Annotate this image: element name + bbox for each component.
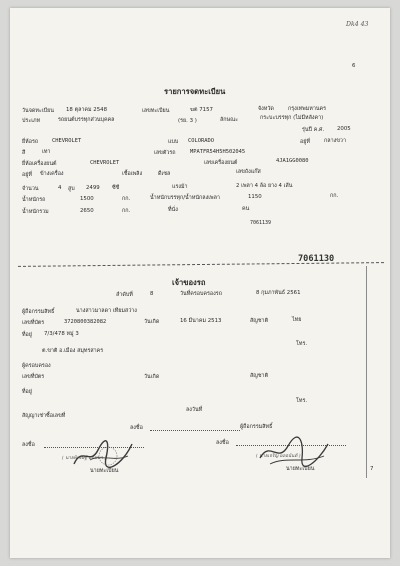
birth-date2-label: วันเกิด [144,374,160,380]
total-weight-unit: กก. [122,208,131,214]
reg-date-label: วันจดทะเบียน [22,108,54,114]
engine-brand-value: CHEVROLET [90,160,120,166]
officer-right-signature-icon [254,434,334,470]
position-value: กลางขวา [324,138,346,144]
style-label: ลักษณะ [220,117,239,123]
type-value: รถยนต์บรรทุกส่วนบุคคล [58,117,115,123]
engine-brand-label: ยี่ห้อเครื่องยนต์ [22,161,57,167]
horsepower-label: แรงม้า [172,184,188,190]
address-label: ที่อยู่ [22,332,32,338]
officer-left-name: ( นายพิเชษฐ์ อดทนา ) [62,456,107,461]
address-line2: ต.ขาติ อ.เมือง สมุทรสาคร [42,348,104,354]
total-weight-value: 2650 [80,208,94,214]
reg-no-value: ฆต 7157 [190,107,213,113]
officer-right-title: นายทะเบียน [286,466,315,472]
possession-date-value: 8 กุมภาพันธ์ 2561 [256,290,301,296]
sequence-value: 8 [150,291,154,297]
nationality2-label: สัญชาติ [250,373,269,379]
birth-date-value: 16 มีนาคม 2513 [180,318,222,324]
load-label: น้ำหนักบรรทุก/น้ำหนักลงเพลา [150,195,220,201]
load-value: 1150 [248,194,262,200]
officer-left-sig-label: ลงชื่อ [22,442,35,448]
engine-at-label: อยู่ที่ [22,172,32,178]
nationality-value: ไทย [292,317,302,323]
fuel-label: เชื้อเพลิง [122,171,143,177]
address-value: 7/3/478 หมู่ 3 [44,331,79,337]
style-value: กระบะบรรทุก (ไม่มีหลังคา) [260,115,324,121]
sequence-label: ลำดับที่ [116,292,133,298]
cylinder-value: 4 [58,185,62,191]
footer-number: 7 [370,466,374,472]
officer-right-name: ( นายเจริญ ผลอนันต์ ) [256,454,301,459]
right-margin-line [366,266,367,478]
axle-value: 2 เพลา 4 ล้อ ยาง 4 เส้น [236,183,293,189]
weight-label: น้ำหนักรถ [22,197,46,203]
fuel-value: ดีเซล [158,171,171,177]
cc-value: 2499 [86,185,100,191]
model-label: แบบ [168,139,179,145]
reg-no-label: เลขทะเบียน [142,108,170,114]
engine-no-value: 4JA1GG0080 [276,158,309,164]
possessor-label: ผู้ครอบครอง [22,363,51,369]
type-label: ประเภท [22,118,41,124]
officer-right-sig-label: ลงชื่อ [216,440,229,446]
holder-sig-label: ลงชื่อ [130,425,143,431]
id-card-value: 3720800382082 [64,319,107,325]
registration-page [10,8,390,558]
cylinder-label: จำนวน [22,186,39,192]
corner-ref: Dk4 43 [346,21,369,28]
cc-unit: ซีซี [112,185,120,191]
contract-label: สัญญาเช่าซื้อเลขที่ [22,413,66,419]
province-label: จังหวัด [258,106,274,112]
contract-date-label: ลงวันที่ [186,407,203,413]
total-weight-label: น้ำหนักรวม [22,209,49,215]
id-card2-label: เลขที่บัตร [22,374,45,380]
holder-label: ผู้ถือกรรมสิทธิ์ [22,309,55,315]
weight-unit: กก. [122,196,131,202]
section-divider [18,262,384,267]
brand-label: ยี่ห้อรถ [22,139,39,145]
possession-date-label: วันที่ครอบครองรถ [180,291,222,297]
brand-value: CHEVROLET [52,138,82,144]
reg-date-value: 18 ตุลาคม 2548 [66,107,107,113]
owner-title: เจ้าของรถ [172,278,206,287]
tel2-label: โทร. [296,398,308,404]
province-value: กรุงเทพมหานคร [288,106,327,112]
id-card-label: เลขที่บัตร [22,320,45,326]
chassis-value: MPATFR54H5H502045 [190,149,246,155]
tel-label: โทร. [296,341,308,347]
seats-label: ที่นั่ง [168,207,178,213]
color-value: เทา [42,149,51,155]
serial-small: 7061139 [250,220,272,226]
weight-value: 1500 [80,196,94,202]
engine-at-value: ข้างเครื่อง [40,171,64,177]
engine-no-label: เลขเครื่องยนต์ [204,160,238,166]
cylinder-unit: สูบ [68,186,75,192]
chassis-label: เลขตัวรถ [154,150,176,156]
officer-left-signature-icon [70,436,140,472]
gas-tank-label: เลขถังแก๊ส [236,169,261,175]
holder-sig-line [150,430,240,431]
birth-date-label: วันเกิด [144,319,160,325]
holder-name: นางสาวมาลดา เทียมสว่าง [76,308,137,314]
model-value: COLORADO [188,138,214,144]
serial-big: 7061130 [298,254,335,264]
model-year-label: รุ่นปี ค.ศ. [302,127,325,133]
nationality-label: สัญชาติ [250,318,269,324]
address2-label: ที่อยู่ [22,389,32,395]
page-number: 6 [352,63,356,69]
registration-title: รายการจดทะเบียน [164,87,226,96]
position-label: อยู่ที่ [300,139,310,145]
holder-sig-caption: ผู้ถือกรรมสิทธิ์ [240,424,273,430]
load-unit: กก. [330,193,339,199]
officer-left-title: นายทะเบียน [90,468,119,474]
seats-unit: คน [242,206,250,212]
model-year-value: 2005 [337,126,351,132]
class-value: (รย. 3 ) [178,118,197,124]
color-label: สี [22,150,26,156]
